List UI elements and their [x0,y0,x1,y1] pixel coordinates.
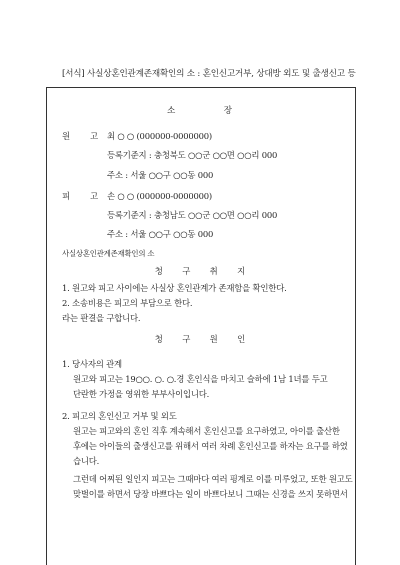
claim-purpose-title [0,265,400,277]
defendant-address: 주소 : 서울 ○○구 ○○동 000 [107,229,214,239]
defendant-domicile: 등록기준지 : 충청남도 ○○군 ○○면 ○○리 000 [107,210,278,220]
defendant-role-char-2: 고 [90,191,99,201]
claim-reasons-char-3: 원 [209,334,218,344]
reason-2-line-4: 그런데 어찌된 일인지 피고는 그때마다 여러 핑계로 이를 미루었고, 또한 원고도 [73,474,353,484]
claim-purpose-closing: 라는 판결을 구합니다. [62,313,141,323]
claim-reasons-title [0,333,400,345]
claim-purpose-item-1: 1. 원고와 피고 사이에는 사실상 혼인관계가 존재함을 확인한다. [62,283,287,293]
document-title [0,104,400,116]
claim-purpose-item-2: 2. 소송비용은 피고의 부담으로 한다. [62,298,193,308]
reason-1-line-1: 원고와 피고는 19○○. ○. ○.경 혼인식을 마치고 슬하에 1남 1녀를 두고 [73,374,328,384]
claim-reasons-char-2: 구 [182,334,191,344]
reason-1-line-2: 단란한 가정을 영위한 부부사이입니다. [73,389,210,399]
form-header: [서식] 사실상혼인관계존재확인의 소 : 혼인신고거부, 상대방 외도 및 출생신고 등 [62,69,356,79]
claim-purpose-char-1: 청 [154,266,163,276]
reason-2-line-2: 후에는 아이들의 출생신고를 위해서 여러 차례 혼인신고를 하자는 요구를 하였 [73,441,348,451]
defendant-role-char-1: 피 [62,191,71,201]
claim-purpose-char-2: 구 [182,266,191,276]
plaintiff-role-char-2: 고 [90,131,99,141]
reason-2-line-1: 원고는 피고와의 혼인 직후 계속해서 혼인신고를 요구하였고, 아이를 출산한 [73,426,340,436]
defendant-name: 손 ○ ○ (000000-0000000) [107,191,212,201]
claim-purpose-char-3: 취 [209,266,218,276]
plaintiff-address: 주소 : 서울 ○○구 ○○동 000 [107,170,214,180]
reason-1-heading: 1. 당사자의 관계 [62,359,122,369]
reason-2-line-3: 습니다. [73,456,100,466]
title-char-1: 소 [166,106,177,116]
title-char-2: 장 [223,106,234,116]
plaintiff-name: 최 ○ ○ (000000-0000000) [107,131,212,141]
reason-2-line-5: 맞벌이를 하면서 당장 바쁘다는 일이 바쁘다보니 그때는 신경을 쓰지 못하면서 [73,489,348,499]
plaintiff-domicile: 등록기준지 : 충청북도 ○○군 ○○면 ○○리 000 [107,150,278,160]
claim-reasons-char-1: 청 [154,334,163,344]
case-name: 사실상혼인관계존재확인의 소 [62,249,155,258]
reason-2-heading: 2. 피고의 혼인신고 거부 및 외도 [62,411,177,421]
claim-reasons-char-4: 인 [237,334,246,344]
plaintiff-role-char-1: 원 [62,131,71,141]
claim-purpose-char-4: 지 [237,266,246,276]
